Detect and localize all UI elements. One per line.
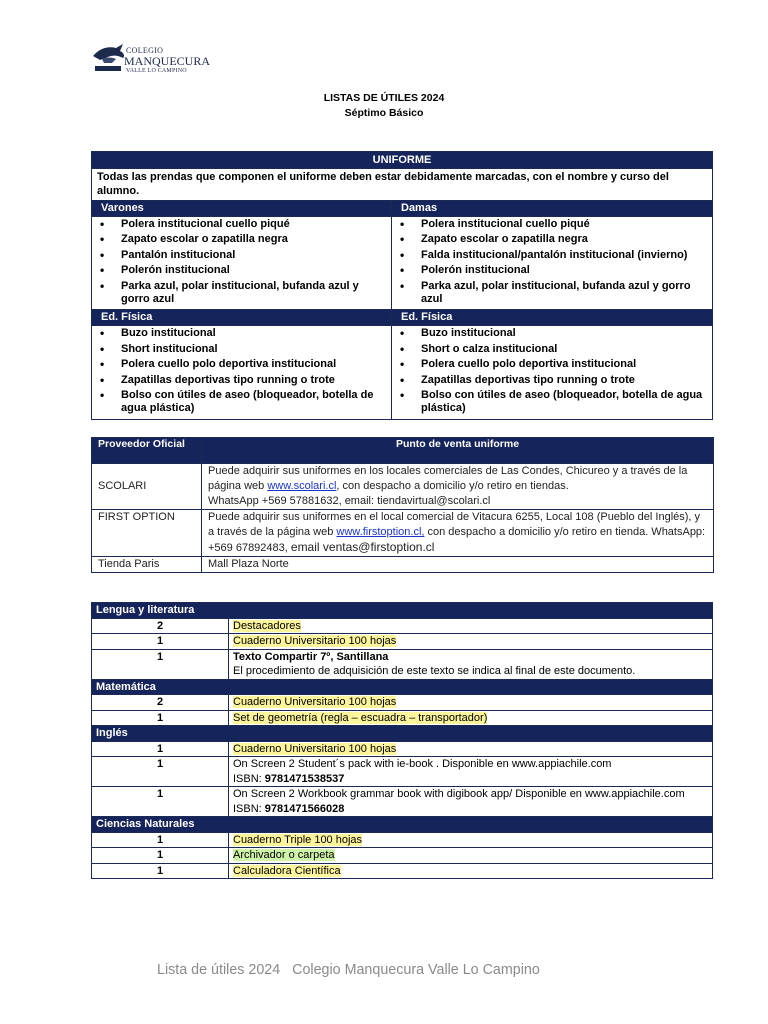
list-item: • Short o calza institucional	[400, 343, 708, 356]
damas-list	[392, 217, 712, 309]
firstoption-link[interactable]: www.firstoption.cl,	[336, 526, 425, 538]
logo-line2: MANQUECURA	[124, 54, 211, 68]
page-footer: Lista de útiles 2024 Colegio Manquecura Valle Lo Campino	[157, 962, 540, 978]
school-logo	[92, 42, 211, 76]
item: On Screen 2 Student´s pack with ie-book . Disponible en www.appiachile.com ISBN: 9781471538537	[229, 757, 713, 787]
quantity: 1	[92, 757, 229, 787]
quantity: 1	[92, 741, 229, 757]
edfisica-damas-list	[392, 326, 712, 418]
edfisica-varones-list	[92, 326, 391, 418]
table-row	[92, 741, 713, 757]
section-lengua: Lengua y literatura	[92, 603, 713, 619]
list-item: • Short institucional	[100, 343, 387, 356]
provider-details: Mall Plaza Norte	[202, 557, 714, 573]
quantity: 1	[92, 634, 229, 650]
varones-cell	[92, 217, 392, 310]
section-matematica: Matemática	[92, 679, 713, 695]
list-item: • Parka azul, polar institucional, bufanda azul y gorro azul	[400, 280, 708, 307]
logo-line1: COLEGIO	[126, 46, 164, 55]
list-item: • Polera institucional cuello piqué	[400, 218, 708, 231]
page-subtitle: Séptimo Básico	[344, 107, 424, 119]
edfisica-varones-label: Ed. Física	[92, 310, 392, 326]
edfisica-damas-label: Ed. Física	[392, 310, 713, 326]
item: Calculadora Científica	[229, 863, 713, 879]
edfisica-varones-cell	[92, 326, 392, 419]
quantity: 2	[92, 695, 229, 711]
table-row	[92, 848, 713, 864]
list-item: • Polera cuello polo deportiva institucional	[100, 358, 387, 371]
edfisica-damas-cell	[392, 326, 713, 419]
list-item: • Polera institucional cuello piqué	[100, 218, 387, 231]
table-row	[92, 832, 713, 848]
table-row	[92, 510, 714, 557]
table-row	[92, 557, 714, 573]
item: Cuaderno Universitario 100 hojas	[229, 695, 713, 711]
quantity: 1	[92, 863, 229, 879]
providers-table	[91, 437, 714, 573]
list-item: • Polerón institucional	[400, 264, 708, 277]
scolari-link[interactable]: www.scolari.cl	[267, 480, 337, 492]
list-item: • Polerón institucional	[100, 264, 387, 277]
provider-details: Puede adquirir sus uniformes en los locales comerciales de Las Condes, Chicureo y a través de la página web www.scolari.cl, con despacho a domicilio y/o retiro en tiendas. WhatsApp +569 57881632, email: tiendavirtual@scolari.cl	[202, 464, 714, 510]
item: On Screen 2 Workbook grammar book with digibook app/ Disponible en www.appiachile.com ISBN: 9781471566028	[229, 787, 713, 817]
uniform-intro: Todas las prendas que componen el uniforme deben estar debidamente marcadas, con el nombre y curso del alumno.	[92, 169, 713, 201]
quantity: 1	[92, 832, 229, 848]
condor-logo-icon	[92, 42, 126, 76]
item: Archivador o carpeta	[229, 848, 713, 864]
item: Set de geometría (regla – escuadra – transportador)	[229, 710, 713, 726]
table-row	[92, 618, 713, 634]
list-item: • Buzo institucional	[100, 327, 387, 340]
list-item: • Parka azul, polar institucional, bufanda azul y gorro azul	[100, 280, 387, 307]
item: Cuaderno Triple 100 hojas	[229, 832, 713, 848]
uniform-header: UNIFORME	[92, 152, 713, 169]
table-row	[92, 634, 713, 650]
varones-list	[92, 217, 391, 309]
list-item: • Zapato escolar o zapatilla negra	[400, 233, 708, 246]
logo-line3: VALLE LO CAMPINO	[126, 68, 187, 74]
list-item: • Bolso con útiles de aseo (bloqueador, botella de agua plástica)	[400, 389, 708, 416]
providers-col-header-point: Punto de venta uniforme	[202, 438, 714, 464]
list-item: • Buzo institucional	[400, 327, 708, 340]
item: Cuaderno Universitario 100 hojas	[229, 741, 713, 757]
section-ingles: Inglés	[92, 726, 713, 742]
quantity: 1	[92, 848, 229, 864]
provider-name: FIRST OPTION	[92, 510, 202, 557]
table-row	[92, 863, 713, 879]
list-item: • Polera cuello polo deportiva institucional	[400, 358, 708, 371]
varones-label: Varones	[92, 201, 392, 217]
item: Cuaderno Universitario 100 hojas	[229, 634, 713, 650]
table-row	[92, 695, 713, 711]
list-item: • Pantalón institucional	[100, 249, 387, 262]
table-row	[92, 710, 713, 726]
item: Destacadores	[229, 618, 713, 634]
table-row	[92, 757, 713, 787]
list-item: • Zapatillas deportivas tipo running o trote	[400, 374, 708, 387]
list-item: • Zapato escolar o zapatilla negra	[100, 233, 387, 246]
table-row	[92, 464, 714, 510]
quantity: 1	[92, 649, 229, 679]
list-item: • Bolso con útiles de aseo (bloqueador, botella de agua plástica)	[100, 389, 387, 416]
damas-label: Damas	[392, 201, 713, 217]
providers-col-header-name: Proveedor Oficial	[92, 438, 202, 464]
quantity: 1	[92, 787, 229, 817]
damas-cell	[392, 217, 713, 310]
section-ciencias: Ciencias Naturales	[92, 817, 713, 833]
table-row	[92, 649, 713, 679]
quantity: 2	[92, 618, 229, 634]
provider-name: Tienda Paris	[92, 557, 202, 573]
uniform-table	[91, 151, 713, 420]
list-item: • Falda institucional/pantalón institucional (invierno)	[400, 249, 708, 262]
table-row	[92, 787, 713, 817]
page-title: LISTAS DE ÚTILES 2024	[323, 92, 445, 104]
provider-name: SCOLARI	[92, 464, 202, 510]
quantity: 1	[92, 710, 229, 726]
supplies-table	[91, 602, 713, 879]
list-item: • Zapatillas deportivas tipo running o trote	[100, 374, 387, 387]
item: Texto Compartir 7º, Santillana El procedimiento de adquisición de este texto se indica al final de este documento.	[229, 649, 713, 679]
provider-details: Puede adquirir sus uniformes en el local comercial de Vitacura 6255, Local 108 (Pueblo del Inglés), y a través de la página web www.firstoption.cl, con despacho a domicilio y/o retiro en tienda. WhatsApp: +569 67892483, email ventas@firstoption.cl	[202, 510, 714, 557]
